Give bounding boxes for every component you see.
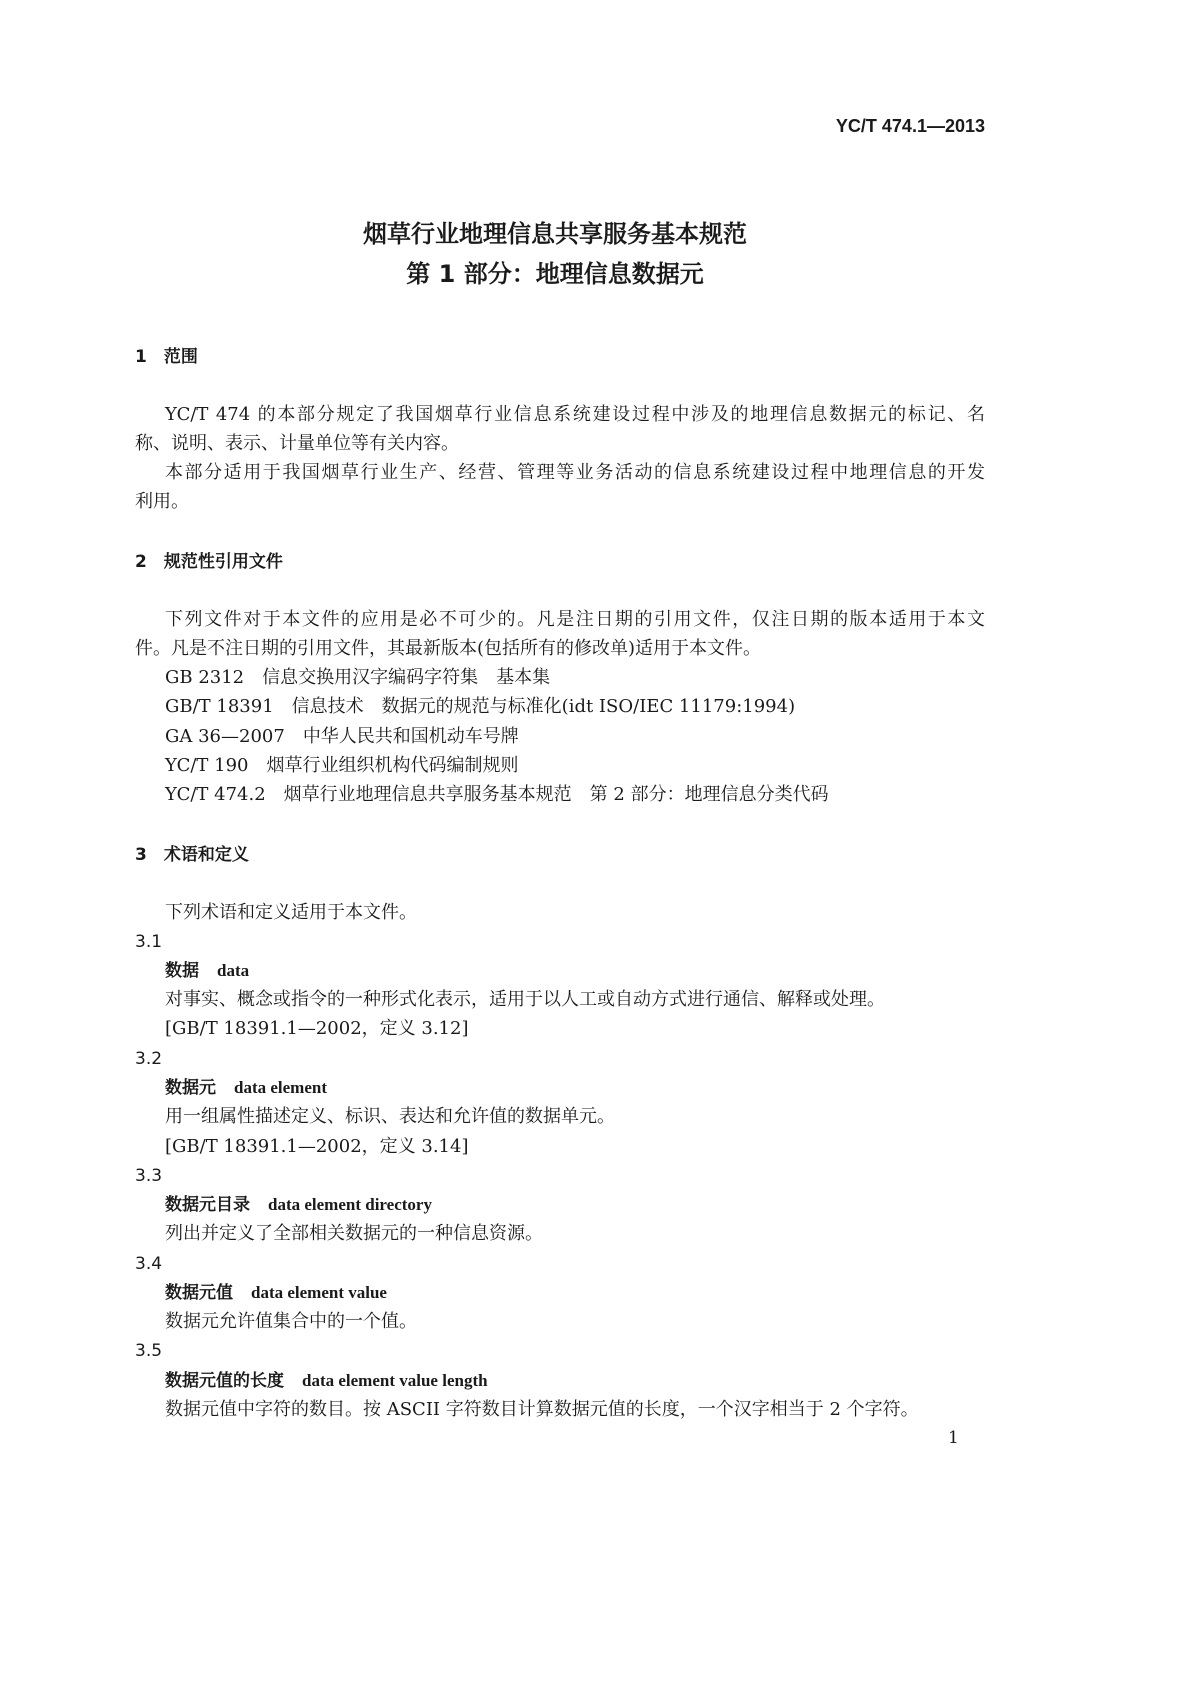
term-title: 数据元目录 data element directory [165, 1195, 432, 1215]
paragraph-line: YC/T 474 的本部分规定了我国烟草行业信息系统建设过程中涉及的地理信息数据元的标记、名 [165, 404, 985, 425]
term-title: 数据元值的长度 data element value length [165, 1371, 488, 1391]
page-number: 1 [948, 1428, 959, 1448]
term-number: 3.4 [135, 1254, 163, 1274]
paragraph-line: 下列文件对于本文件的应用是必不可少的。凡是注日期的引用文件，仅注日期的版本适用于本文 [165, 609, 985, 630]
term-number: 3.3 [135, 1166, 163, 1186]
term-definition: 用一组属性描述定义、标识、表达和允许值的数据单元。 [165, 1106, 615, 1127]
paragraph-line: 本部分适用于我国烟草行业生产、经营、管理等业务活动的信息系统建设过程中地理信息的开发 [165, 462, 985, 483]
section-1-heading: 1 范围 [135, 347, 198, 367]
term-definition: 数据元值中字符的数目。按 ASCII 字符数目计算数据元值的长度，一个汉字相当于 2 个字符。 [165, 1399, 919, 1420]
term-title: 数据元 data element [165, 1078, 328, 1098]
term-number: 3.5 [135, 1341, 163, 1361]
term-title: 数据元值 data element value [165, 1283, 387, 1303]
paragraph-line: 利用。 [135, 491, 189, 512]
title-line-1: 烟草行业地理信息共享服务基本规范 [363, 220, 747, 248]
title-line-2: 第 1 部分：地理信息数据元 [406, 260, 704, 288]
term-definition: 数据元允许值集合中的一个值。 [165, 1311, 417, 1332]
reference-item: YC/T 190 烟草行业组织机构代码编制规则 [165, 755, 519, 776]
paragraph-line: 称、说明、表示、计量单位等有关内容。 [135, 433, 459, 454]
term-number: 3.1 [135, 932, 163, 952]
reference-item: GB 2312 信息交换用汉字编码字符集 基本集 [165, 667, 551, 688]
paragraph-line: 件。凡是不注日期的引用文件，其最新版本(包括所有的修改单)适用于本文件。 [135, 638, 762, 659]
term-definition: 列出并定义了全部相关数据元的一种信息资源。 [165, 1223, 543, 1244]
reference-item: GB/T 18391 信息技术 数据元的规范与标准化(idt ISO/IEC 11179:1994) [165, 696, 796, 717]
document-code: YC/T 474.1—2013 [835, 116, 985, 136]
reference-item: YC/T 474.2 烟草行业地理信息共享服务基本规范 第 2 部分：地理信息分类代码 [165, 784, 829, 805]
term-title: 数据 data [165, 961, 250, 981]
section-3-intro: 下列术语和定义适用于本文件。 [165, 902, 417, 923]
section-3-heading: 3 术语和定义 [135, 845, 249, 865]
term-source: [GB/T 18391.1—2002，定义 3.14] [165, 1136, 469, 1157]
term-number: 3.2 [135, 1049, 163, 1069]
reference-item: GA 36—2007 中华人民共和国机动车号牌 [165, 726, 519, 747]
section-2-heading: 2 规范性引用文件 [135, 552, 283, 572]
term-source: [GB/T 18391.1—2002，定义 3.12] [165, 1018, 469, 1039]
term-definition: 对事实、概念或指令的一种形式化表示，适用于以人工或自动方式进行通信、解释或处理。 [165, 989, 885, 1010]
